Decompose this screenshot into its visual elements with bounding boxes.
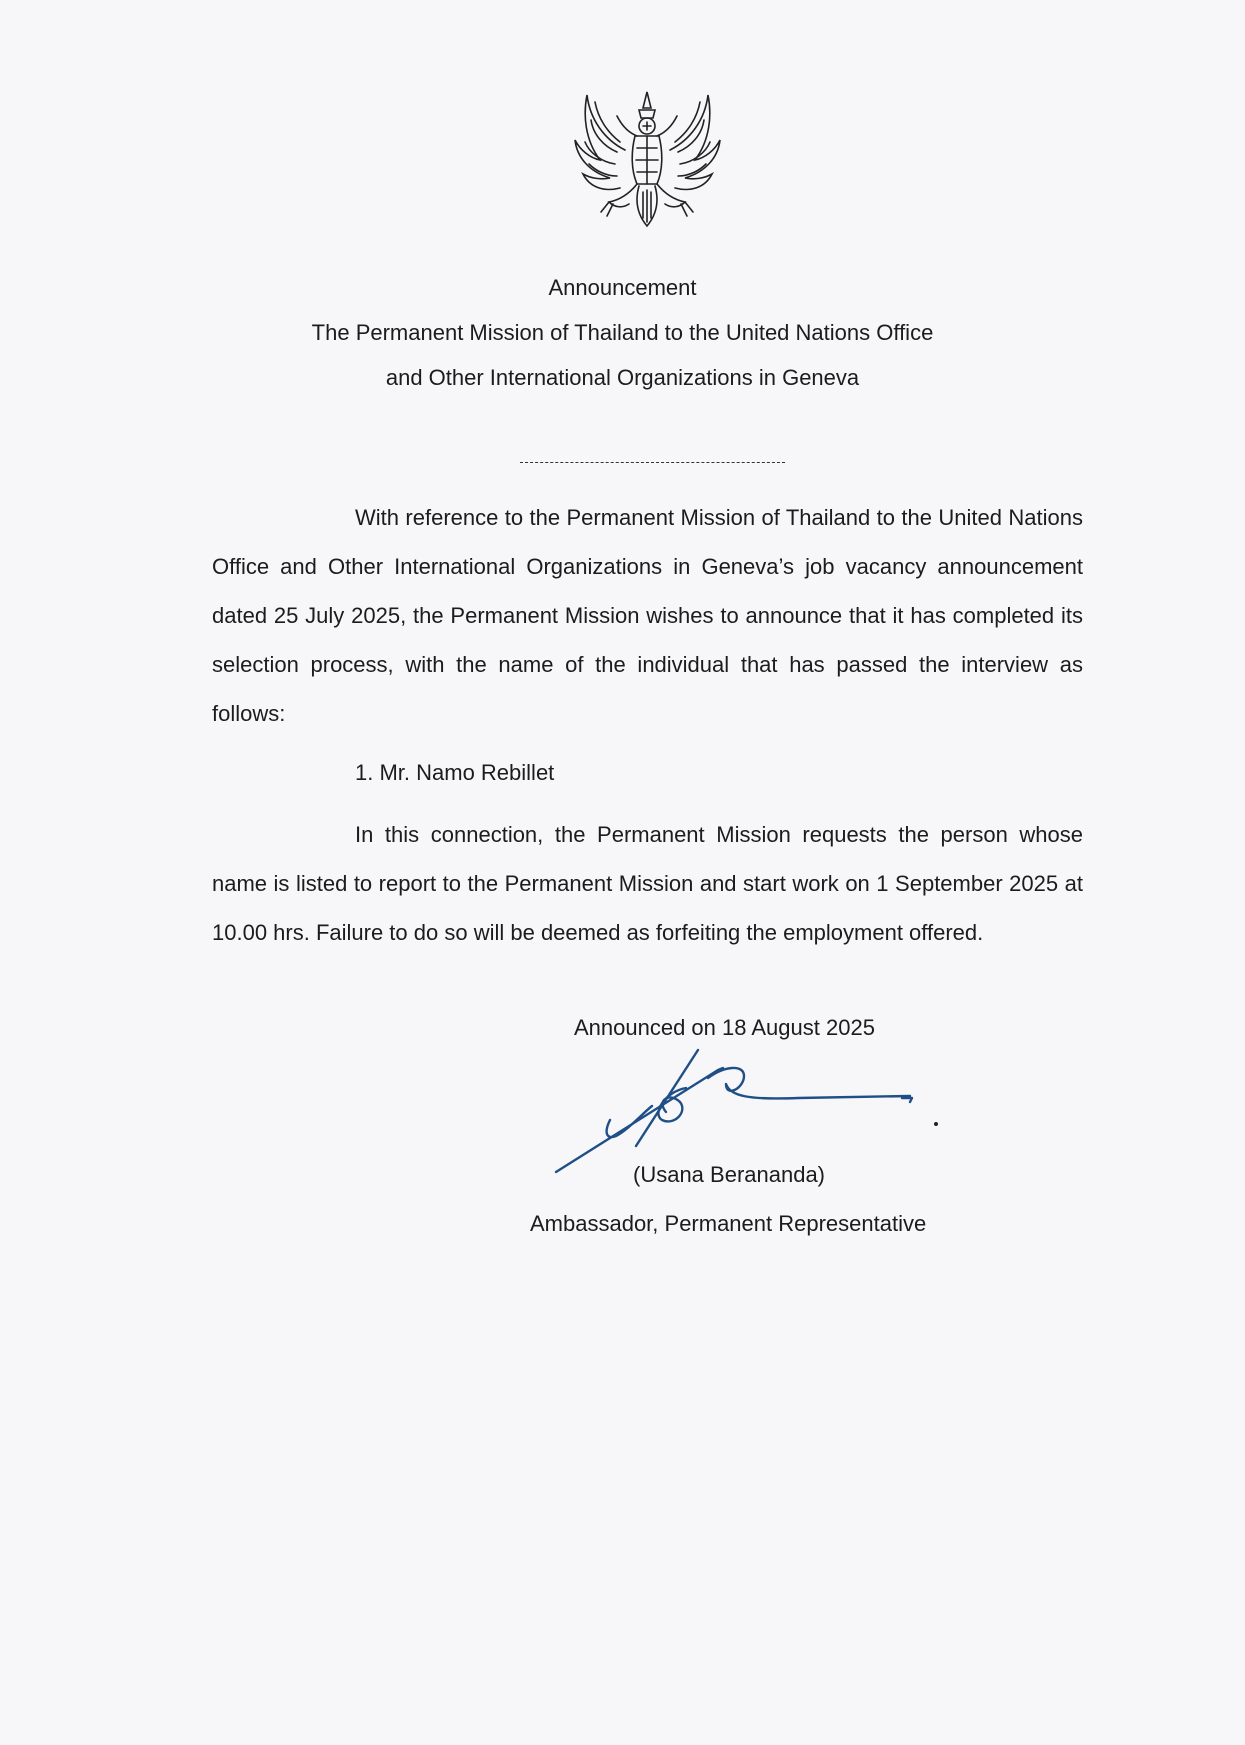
announcement-date: Announced on 18 August 2025	[574, 1015, 875, 1040]
announcement-title: Announcement	[548, 275, 697, 300]
signatory-title: Ambassador, Permanent Representative	[530, 1211, 927, 1236]
signature-icon	[548, 1040, 988, 1180]
body-paragraph-2: In this connection, the Permanent Mission requests the person whose name is listed to report to the Permanent Mission and start work on 1 September 2025 at 10.00 hrs. Failure to do so will be deemed as forfeiting the employment offered.	[212, 822, 1083, 945]
body-paragraph-1: With reference to the Permanent Mission of Thailand to the United Nations Office and Other International Organizations in Geneva’s job vacancy announcement dated 25 July 2025, the Permanent Mission wishes to announce that it has completed its selection process, with the name of the individual that has passed the interview as follows:	[212, 505, 1083, 726]
signatory-name: (Usana Berananda)	[633, 1162, 826, 1187]
organization-line-1: The Permanent Mission of Thailand to the United Nations Office	[311, 320, 934, 345]
organization-line-2: and Other International Organizations in Geneva	[385, 365, 860, 390]
selected-candidate-item: 1. Mr. Namo Rebillet	[355, 760, 555, 785]
garuda-emblem-icon	[565, 80, 730, 245]
heading-divider	[520, 462, 785, 463]
